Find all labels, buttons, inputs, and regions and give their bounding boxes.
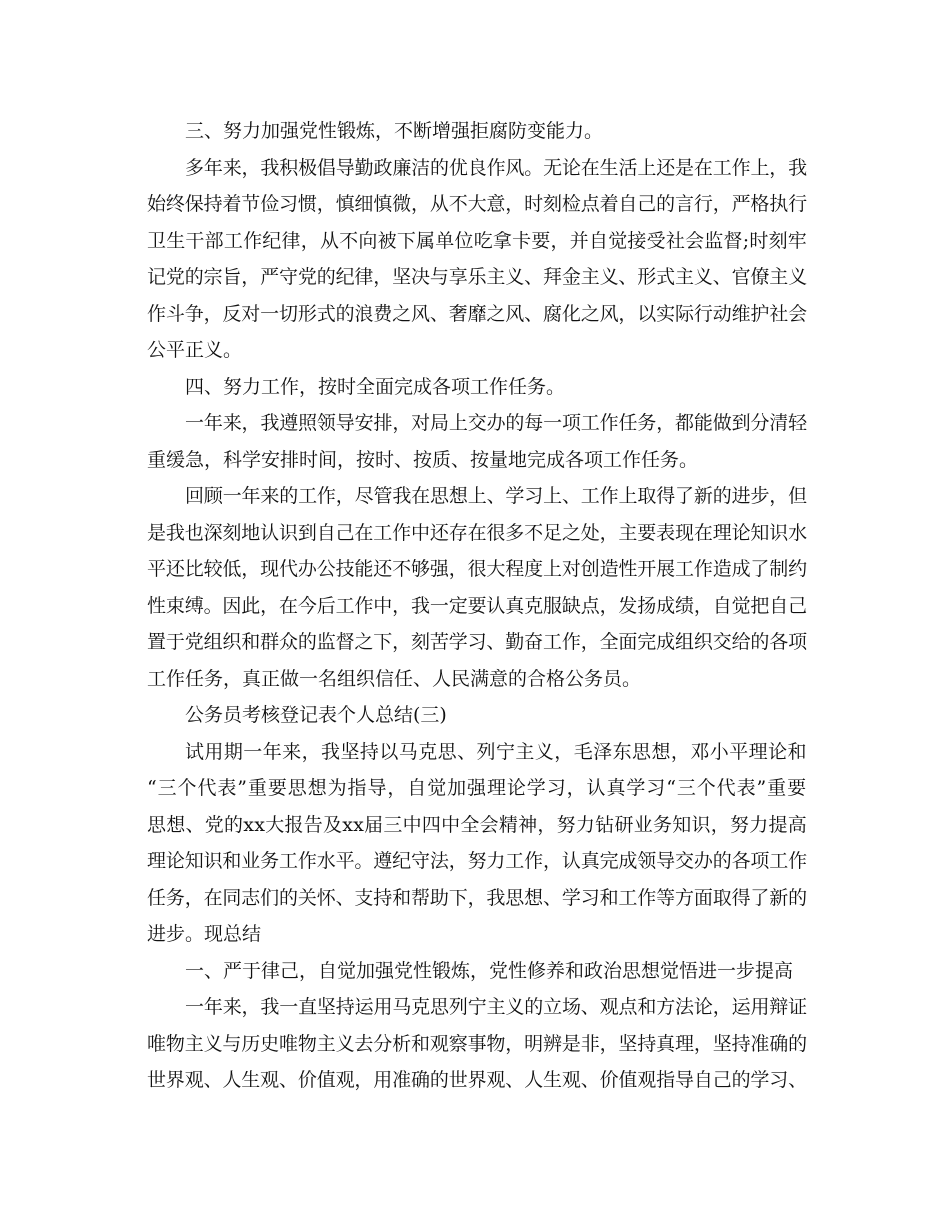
text-line: 思想、党的xx大报告及xx届三中四中全会精神，努力钻研业务知识，努力提高	[147, 813, 807, 836]
text-line: 四、努力工作，按时全面完成各项工作任务。	[185, 375, 566, 398]
text-line: 重缓急，科学安排时间，按时、按质、按量地完成各项工作任务。	[147, 448, 699, 471]
text-line: 世界观、人生观、价值观，用准确的世界观、人生观、价值观指导自己的学习、	[147, 1069, 807, 1091]
text-line: 一年来，我遵照领导安排，对局上交办的每一项工作任务，都能做到分清轻	[185, 412, 807, 434]
text-line: 公务员考核登记表个人总结(三)	[185, 704, 447, 726]
text-line: 始终保持着节俭习惯，慎细慎微，从不大意，时刻检点着自己的言行，严格执行	[147, 193, 807, 215]
text-line: 一年来，我一直坚持运用马克思列宁主义的立场、观点和方法论，运用辩证	[185, 996, 807, 1018]
text-line: 平还比较低，现代办公技能还不够强，很大程度上对创造性开展工作造成了制约	[147, 558, 807, 580]
text-line: 进步。现总结	[147, 923, 262, 945]
text-line: 三、努力加强党性锻炼，不断增强拒腐防变能力。	[185, 120, 604, 142]
text-line: 一、严于律己，自觉加强党性锻炼，党性修养和政治思想觉悟进一步提高	[185, 959, 794, 982]
text-line: 是我也深刻地认识到自己在工作中还存在很多不足之处，主要表现在理论知识水	[147, 521, 807, 544]
text-line: 回顾一年来的工作，尽管我在思想上、学习上、工作上取得了新的进步，但	[185, 485, 807, 507]
text-line: 任务，在同志们的关怀、支持和帮助下，我思想、学习和工作等方面取得了新的	[147, 886, 807, 909]
text-line: 唯物主义与历史唯物主义去分析和观察事物，明辨是非，坚持真理，坚持准确的	[147, 1032, 807, 1055]
text-line: 公平正义。	[147, 339, 243, 361]
text-line: 作斗争，反对一切形式的浪费之风、奢靡之风、腐化之风，以实际行动维护社会	[147, 302, 807, 325]
text-line: 卫生干部工作纪律，从不向被下属单位吃拿卡要，并自觉接受社会监督;时刻牢	[147, 229, 807, 252]
text-line: 多年来，我积极倡导勤政廉洁的优良作风。无论在生活上还是在工作上，我	[185, 156, 807, 179]
document-body	[147, 113, 807, 1099]
text-line: 记党的宗旨，严守党的纪律，坚决与享乐主义、拜金主义、形式主义、官僚主义	[147, 266, 807, 288]
text-line: “三个代表”重要思想为指导，自觉加强理论学习，认真学习“三个代表”重要	[147, 777, 807, 799]
text-line: 试用期一年来，我坚持以马克思、列宁主义，毛泽东思想，邓小平理论和	[185, 740, 807, 763]
text-line: 理论知识和业务工作水平。遵纪守法，努力工作，认真完成领导交办的各项工作	[147, 850, 807, 872]
text-line: 性束缚。因此，在今后工作中，我一定要认真克服缺点，发扬成绩，自觉把自己	[147, 594, 807, 617]
text-line: 置于党组织和群众的监督之下，刻苦学习、勤奋工作，全面完成组织交给的各项	[147, 631, 807, 653]
text-line: 工作任务，真正做一名组织信任、人民满意的合格公务员。	[147, 667, 642, 690]
